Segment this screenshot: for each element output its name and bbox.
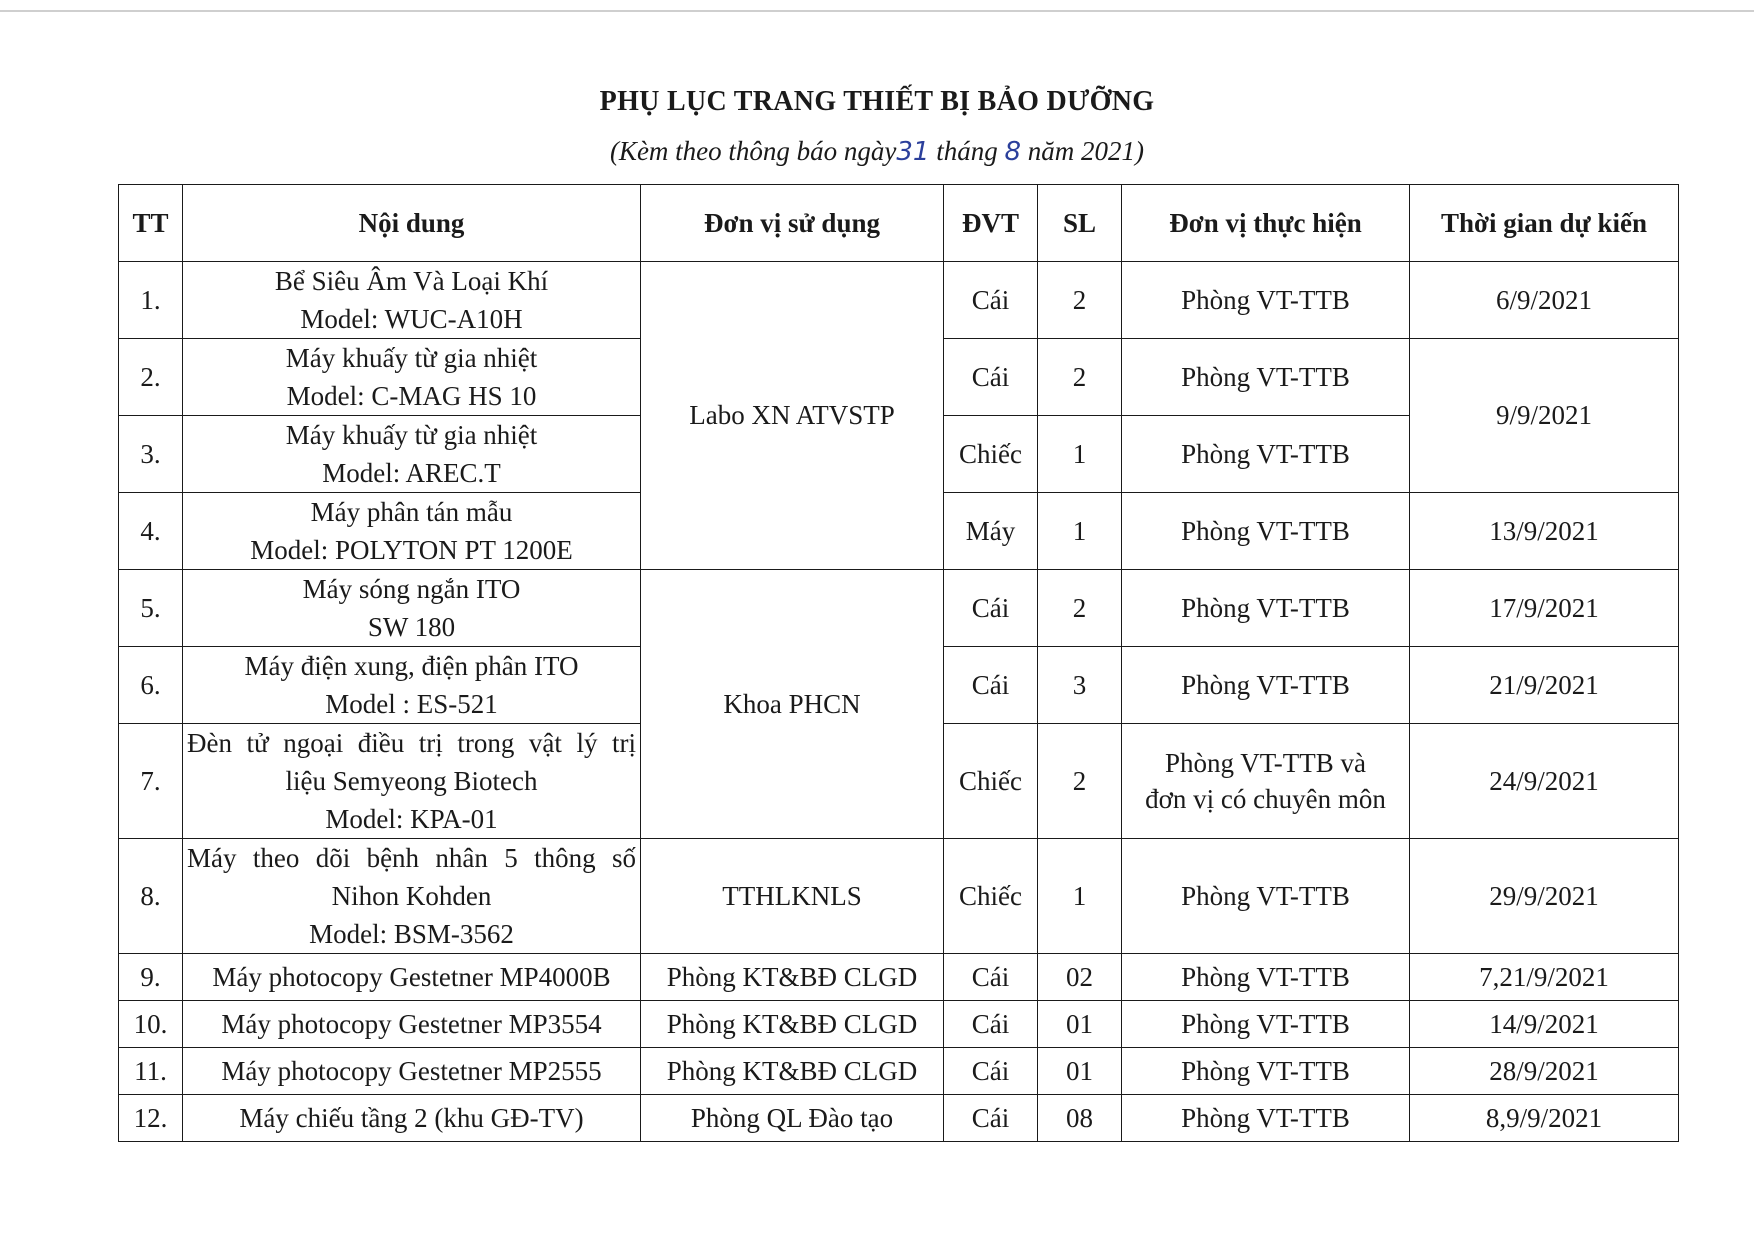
- implementer-cell: Phòng VT-TTB: [1122, 570, 1410, 647]
- equipment-table: [118, 184, 1679, 1142]
- row-number: 6.: [119, 647, 183, 724]
- content-line: Máy photocopy Gestetner MP3554: [221, 1009, 602, 1039]
- content-line: Máy sóng ngắn ITO: [302, 574, 521, 604]
- content-line: Model : ES-521: [325, 689, 498, 719]
- qty-cell: 01: [1038, 1048, 1122, 1095]
- row-number: 7.: [119, 724, 183, 839]
- implementer-line: đơn vị có chuyên môn: [1145, 784, 1386, 814]
- unit-cell: Máy: [944, 493, 1038, 570]
- qty-cell: 1: [1038, 493, 1122, 570]
- content-line: Máy điện xung, điện phân ITO: [244, 651, 579, 681]
- implementer-cell: Phòng VT-TTB: [1122, 1001, 1410, 1048]
- user-unit-cell: Phòng QL Đào tạo: [641, 1095, 944, 1142]
- user-unit-cell: Khoa PHCN: [641, 570, 944, 839]
- row-content: [183, 339, 641, 416]
- row-number: 9.: [119, 954, 183, 1001]
- row-content: [183, 416, 641, 493]
- implementer-cell: Phòng VT-TTB: [1122, 262, 1410, 339]
- qty-cell: 2: [1038, 724, 1122, 839]
- row-content: [183, 647, 641, 724]
- qty-cell: 2: [1038, 570, 1122, 647]
- user-unit-cell: Phòng KT&BĐ CLGD: [641, 954, 944, 1001]
- qty-cell: 02: [1038, 954, 1122, 1001]
- document-title: PHỤ LỤC TRANG THIẾT BỊ BẢO DƯỠNG: [599, 86, 1155, 117]
- header-user-unit: Đơn vị sử dụng: [641, 185, 944, 262]
- content-line: Model: WUC-A10H: [300, 304, 523, 334]
- unit-cell: Cái: [944, 339, 1038, 416]
- row-number: 5.: [119, 570, 183, 647]
- row-content: [183, 724, 641, 839]
- handwritten-month: 8: [1004, 137, 1022, 167]
- unit-cell: Cái: [944, 1095, 1038, 1142]
- table-row: [119, 1095, 1679, 1142]
- content-line: Nihon Kohden: [331, 881, 492, 911]
- header-unit-of-measure: ĐVT: [944, 185, 1038, 262]
- row-content: [183, 1095, 641, 1142]
- content-line: Máy khuấy từ gia nhiệt: [285, 420, 538, 450]
- table-row: [119, 954, 1679, 1001]
- header-content: Nội dung: [183, 185, 641, 262]
- time-cell: 28/9/2021: [1410, 1048, 1679, 1095]
- content-line: Máy phân tán mẫu: [310, 497, 513, 527]
- subtitle-prefix: (Kèm theo thông báo ngày: [609, 136, 897, 166]
- subtitle-year: năm 2021): [1027, 136, 1145, 166]
- implementer-cell: Phòng VT-TTB: [1122, 954, 1410, 1001]
- unit-cell: Cái: [944, 1001, 1038, 1048]
- qty-cell: 08: [1038, 1095, 1122, 1142]
- row-number: 8.: [119, 839, 183, 954]
- header-quantity: SL: [1038, 185, 1122, 262]
- qty-cell: 3: [1038, 647, 1122, 724]
- content-line: Máy photocopy Gestetner MP2555: [221, 1056, 602, 1086]
- content-line: Đèn tử ngoại điều trị trong vật lý trị: [187, 728, 636, 758]
- unit-cell: Chiếc: [944, 724, 1038, 839]
- time-cell: 7,21/9/2021: [1410, 954, 1679, 1001]
- scan-edge: [0, 10, 1754, 12]
- qty-cell: 2: [1038, 262, 1122, 339]
- time-cell: 14/9/2021: [1410, 1001, 1679, 1048]
- user-unit-cell: Phòng KT&BĐ CLGD: [641, 1001, 944, 1048]
- content-line: Máy chiếu tầng 2 (khu GĐ-TV): [239, 1103, 584, 1133]
- implementer-cell: Phòng VT-TTB: [1122, 416, 1410, 493]
- row-content: [183, 1001, 641, 1048]
- header-implementer: Đơn vị thực hiện: [1122, 185, 1410, 262]
- implementer-cell: Phòng VT-TTB: [1122, 493, 1410, 570]
- implementer-cell: Phòng VT-TTB: [1122, 647, 1410, 724]
- table-row: [119, 839, 1679, 954]
- time-cell: 6/9/2021: [1410, 262, 1679, 339]
- unit-cell: Chiếc: [944, 839, 1038, 954]
- table-row: [119, 570, 1679, 647]
- implementer-cell: Phòng VT-TTB: [1122, 1048, 1410, 1095]
- table-header-row: [119, 185, 1679, 262]
- time-cell: 17/9/2021: [1410, 570, 1679, 647]
- user-unit-cell: Labo XN ATVSTP: [641, 262, 944, 570]
- row-number: 11.: [119, 1048, 183, 1095]
- row-number: 10.: [119, 1001, 183, 1048]
- row-content: [183, 1048, 641, 1095]
- qty-cell: 01: [1038, 1001, 1122, 1048]
- row-content: [183, 262, 641, 339]
- time-cell: 29/9/2021: [1410, 839, 1679, 954]
- time-cell: 9/9/2021: [1410, 339, 1679, 493]
- content-line: SW 180: [367, 612, 456, 642]
- content-line: liệu Semyeong Biotech: [285, 766, 538, 796]
- table-row: [119, 1048, 1679, 1095]
- unit-cell: Cái: [944, 570, 1038, 647]
- qty-cell: 1: [1038, 839, 1122, 954]
- header-tt: TT: [119, 185, 183, 262]
- content-line: Model: BSM-3562: [309, 919, 514, 949]
- implementer-cell: Phòng VT-TTB: [1122, 1095, 1410, 1142]
- row-number: 3.: [119, 416, 183, 493]
- unit-cell: Cái: [944, 647, 1038, 724]
- time-cell: 21/9/2021: [1410, 647, 1679, 724]
- subtitle-month-word: tháng: [936, 136, 998, 166]
- qty-cell: 1: [1038, 416, 1122, 493]
- user-unit-cell: TTHLKNLS: [641, 839, 944, 954]
- time-cell: 8,9/9/2021: [1410, 1095, 1679, 1142]
- user-unit-cell: Phòng KT&BĐ CLGD: [641, 1048, 944, 1095]
- implementer-cell: [1122, 724, 1410, 839]
- content-line: Bể Siêu Âm Và Loại Khí: [274, 266, 549, 296]
- content-line: Model: C-MAG HS 10: [286, 381, 537, 411]
- header-expected-time: Thời gian dự kiến: [1410, 185, 1679, 262]
- row-content: [183, 493, 641, 570]
- unit-cell: Cái: [944, 954, 1038, 1001]
- content-line: Model: POLYTON PT 1200E: [250, 535, 573, 565]
- row-content: [183, 954, 641, 1001]
- implementer-cell: Phòng VT-TTB: [1122, 839, 1410, 954]
- table-row: [119, 262, 1679, 339]
- content-line: Model: KPA-01: [325, 804, 498, 834]
- content-line: Máy theo dõi bệnh nhân 5 thông số: [187, 843, 636, 873]
- unit-cell: Cái: [944, 1048, 1038, 1095]
- table-row: [119, 1001, 1679, 1048]
- implementer-line: Phòng VT-TTB và: [1164, 748, 1366, 778]
- row-number: 4.: [119, 493, 183, 570]
- content-line: Model: AREC.T: [322, 458, 501, 488]
- time-cell: 13/9/2021: [1410, 493, 1679, 570]
- content-line: Máy photocopy Gestetner MP4000B: [212, 962, 611, 992]
- row-number: 2.: [119, 339, 183, 416]
- content-line: Máy khuấy từ gia nhiệt: [285, 343, 538, 373]
- document-subtitle: [0, 136, 1754, 167]
- row-number: 1.: [119, 262, 183, 339]
- row-content: [183, 839, 641, 954]
- qty-cell: 2: [1038, 339, 1122, 416]
- row-number: 12.: [119, 1095, 183, 1142]
- implementer-cell: Phòng VT-TTB: [1122, 339, 1410, 416]
- unit-cell: Cái: [944, 262, 1038, 339]
- row-content: [183, 570, 641, 647]
- handwritten-day: 31: [896, 137, 930, 167]
- unit-cell: Chiếc: [944, 416, 1038, 493]
- time-cell: 24/9/2021: [1410, 724, 1679, 839]
